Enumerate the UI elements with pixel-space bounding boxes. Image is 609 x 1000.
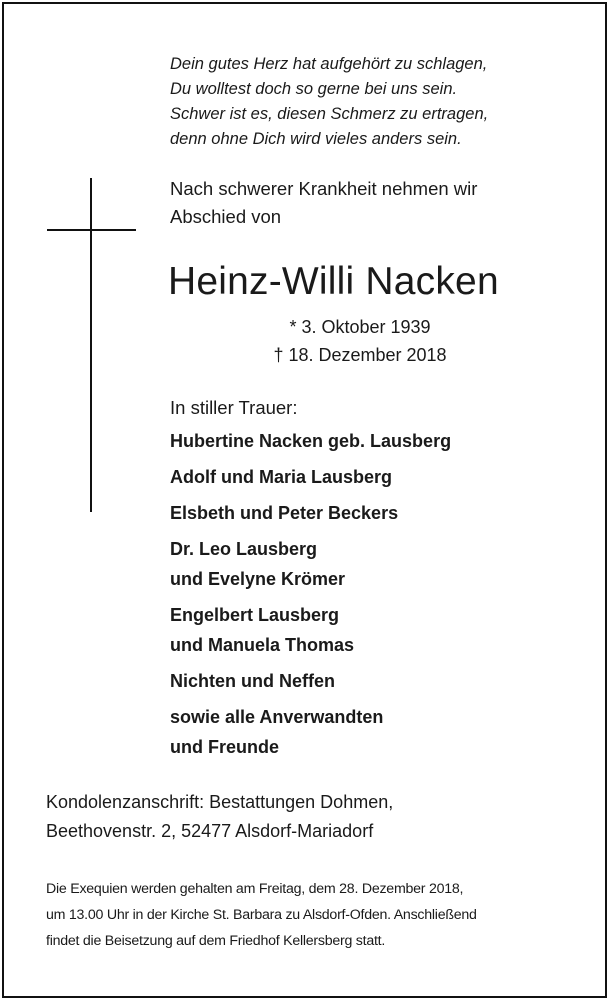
intro-line: Abschied von — [170, 206, 282, 227]
mourner-entry — [170, 426, 451, 456]
mourners-list — [170, 426, 451, 762]
notice-line: Die Exequien werden gehalten am Freitag, dem 28. Dezember 2018, — [46, 881, 464, 897]
poem-line: Schwer ist es, diesen Schmerz zu ertragen, — [170, 105, 489, 123]
poem-line: denn ohne Dich wird vieles anders sein. — [170, 130, 462, 148]
poem-line: Du wolltest doch so gerne bei uns sein. — [170, 80, 458, 98]
mourner-line: Elsbeth und Peter Beckers — [170, 503, 399, 523]
death-date: † 18. Dezember 2018 — [273, 345, 447, 365]
life-dates — [240, 313, 480, 369]
notice-line: findet die Beisetzung auf dem Friedhof Kellersberg statt. — [46, 933, 386, 949]
intro-text — [170, 175, 477, 231]
mourner-line: und Manuela Thomas — [170, 635, 355, 655]
mourner-line: Dr. Leo Lausberg — [170, 539, 318, 559]
condolence-line: Kondolenzanschrift: Bestattungen Dohmen, — [46, 792, 394, 812]
mourner-entry — [170, 666, 451, 696]
mourning-label: In stiller Trauer: — [170, 397, 298, 418]
notice-line: um 13.00 Uhr in der Kirche St. Barbara zu Alsdorf-Ofden. Anschließend — [46, 907, 477, 923]
mourner-line: Nichten und Neffen — [170, 671, 335, 691]
mourner-line: und Freunde — [170, 737, 279, 757]
mourner-line: sowie alle Anverwandten — [170, 707, 384, 727]
mourner-entry — [170, 600, 451, 660]
mourner-line: Adolf und Maria Lausberg — [170, 467, 393, 487]
intro-line: Nach schwerer Krankheit nehmen wir — [170, 178, 478, 199]
cross-icon-bar — [47, 229, 136, 231]
mourner-entry — [170, 702, 451, 762]
poem-line: Dein gutes Herz hat aufgehört zu schlagen, — [170, 55, 488, 73]
poem — [170, 52, 570, 152]
mourner-entry — [170, 462, 451, 492]
mourner-line: Hubertine Nacken geb. Lausberg — [170, 431, 452, 451]
mourner-entry — [170, 498, 451, 528]
mourner-line: Engelbert Lausberg — [170, 605, 340, 625]
mourner-line: und Evelyne Krömer — [170, 569, 346, 589]
condolence-address — [46, 788, 393, 846]
condolence-line: Beethovenstr. 2, 52477 Alsdorf-Mariadorf — [46, 821, 374, 841]
deceased-name: Heinz-Willi Nacken — [168, 260, 499, 303]
mourner-entry — [170, 534, 451, 594]
funeral-notice — [46, 876, 566, 954]
birth-date: * 3. Oktober 1939 — [289, 317, 431, 337]
